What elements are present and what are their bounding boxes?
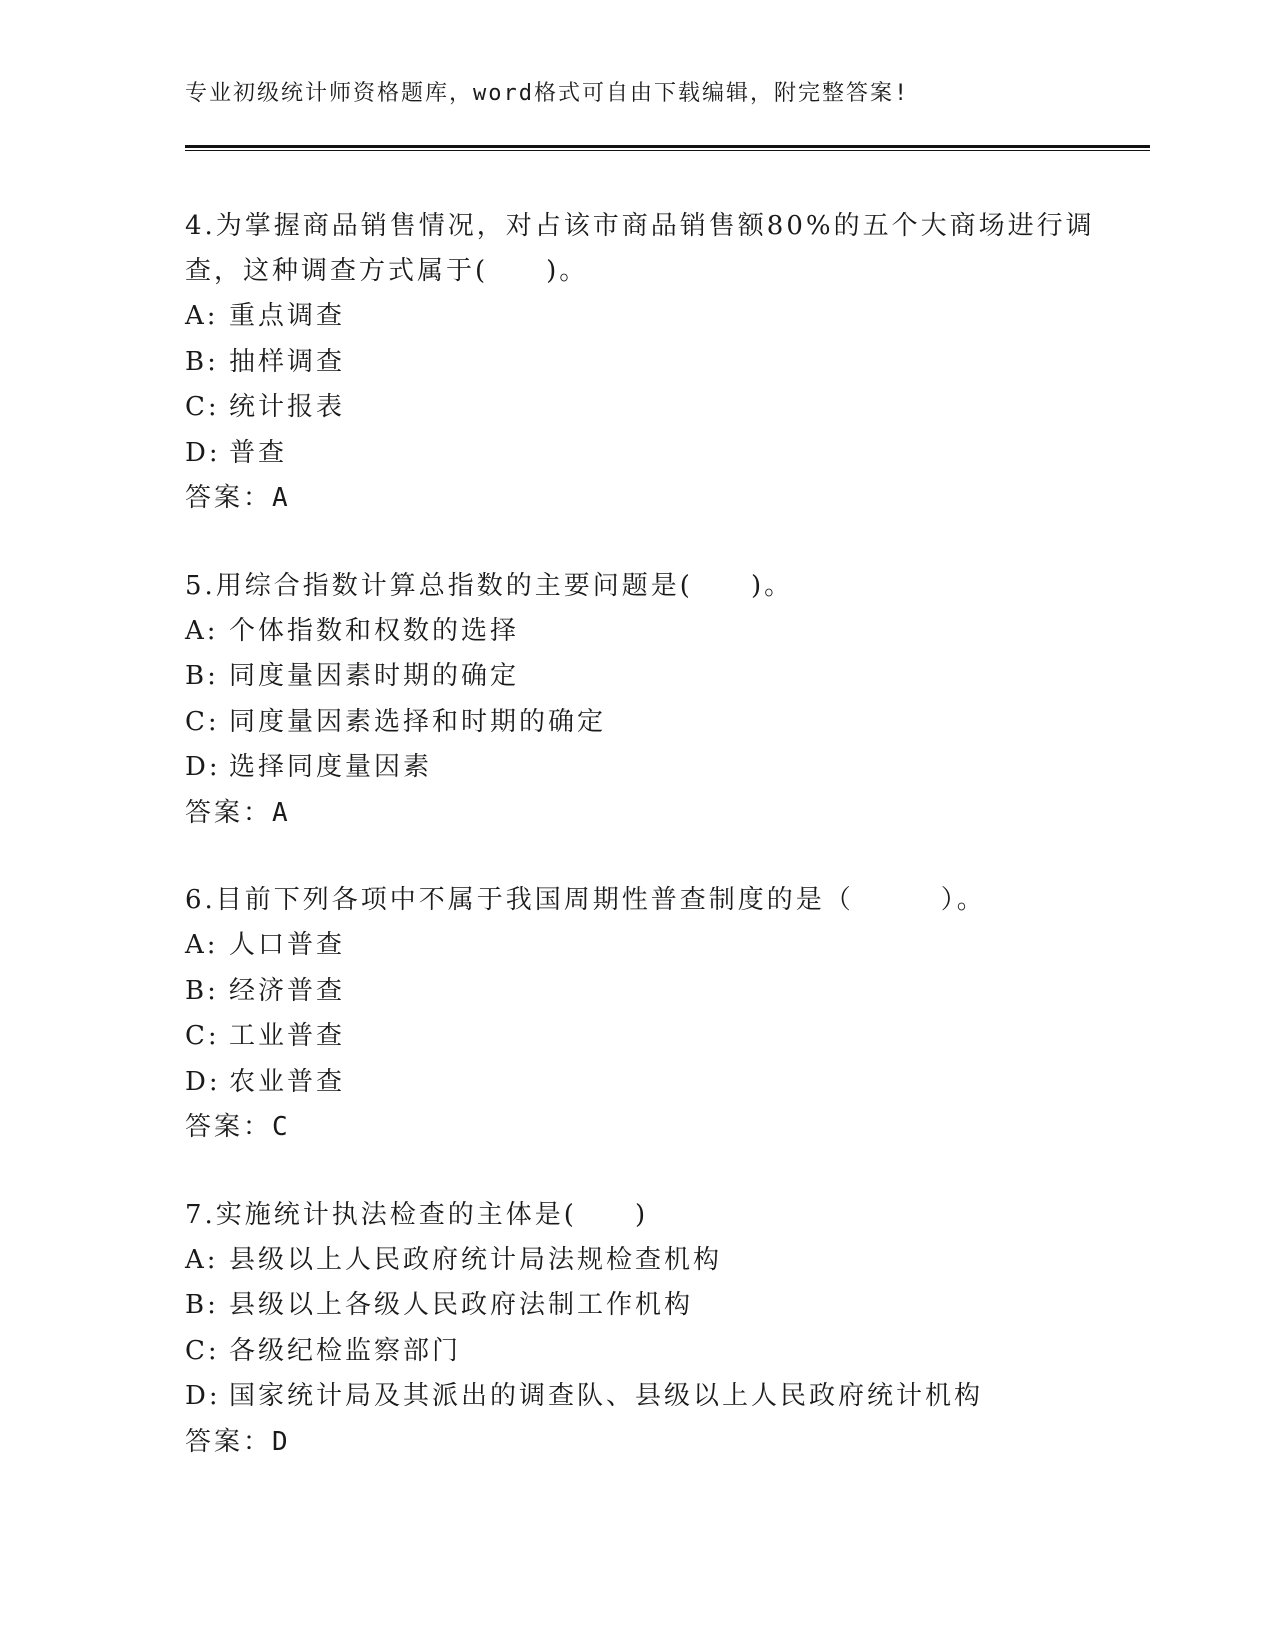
option-a: [185, 294, 1105, 340]
option-text: 同度量因素时期的确定: [229, 661, 520, 691]
answer-value: D: [272, 1426, 290, 1457]
option-text: 经济普查: [229, 975, 346, 1006]
answer-value: A: [272, 797, 290, 828]
option-letter: D:: [185, 437, 221, 468]
answer-label: 答案：: [185, 483, 273, 513]
option-letter: C:: [185, 392, 220, 422]
option-d: [185, 1060, 1105, 1106]
question-stem: 6.目前下列各项中不属于我国周期性普查制度的是（ ）。: [185, 885, 986, 915]
question-4: [185, 204, 1105, 522]
option-d: [185, 745, 1105, 791]
option-a: [185, 1238, 1105, 1284]
option-text: 选择同度量因素: [229, 752, 433, 782]
answer-line: [185, 791, 1105, 837]
question-6: [185, 878, 1105, 1151]
option-letter: D:: [185, 1066, 221, 1097]
answer-label: 答案：: [185, 1112, 273, 1142]
option-text: 人口普查: [229, 930, 346, 960]
option-b: [185, 654, 1105, 700]
option-text: 县级以上人民政府统计局法规检查机构: [229, 1244, 723, 1275]
header-rule-thin: [185, 150, 1150, 151]
question-7: [185, 1193, 1105, 1466]
option-b: [185, 1283, 1105, 1329]
option-text: 农业普查: [229, 1066, 346, 1097]
question-stem: 4.为掌握商品销售情况，对占该市商品销售额80%的五个大商场进行调查，这种调查方式属于( )。: [185, 211, 1095, 286]
option-letter: B:: [185, 661, 219, 691]
question-stem: 5.用综合指数计算总指数的主要问题是( )。: [185, 570, 794, 601]
option-letter: C:: [185, 1021, 220, 1051]
option-b: [185, 969, 1105, 1015]
option-c: [185, 385, 1105, 431]
option-letter: A:: [185, 1244, 219, 1275]
option-d: [185, 1374, 1105, 1420]
answer-label: 答案：: [185, 797, 273, 828]
option-a: [185, 923, 1105, 969]
option-letter: A:: [185, 930, 219, 960]
option-text: 重点调查: [229, 301, 346, 331]
option-letter: B:: [185, 1290, 219, 1320]
answer-line: [185, 1105, 1105, 1151]
option-letter: B:: [185, 346, 219, 377]
option-a: [185, 609, 1105, 655]
header-rule-thick: [185, 145, 1150, 148]
option-text: 统计报表: [229, 392, 346, 422]
answer-value: A: [272, 483, 290, 513]
option-d: [185, 431, 1105, 477]
option-b: [185, 340, 1105, 386]
option-text: 县级以上各级人民政府法制工作机构: [229, 1290, 694, 1320]
answer-label: 答案：: [185, 1426, 273, 1457]
option-text: 工业普查: [229, 1021, 346, 1051]
option-letter: B:: [185, 975, 219, 1006]
option-letter: A:: [185, 301, 219, 331]
option-letter: A:: [185, 615, 219, 646]
option-c: [185, 1014, 1105, 1060]
option-text: 抽样调查: [229, 346, 346, 377]
question-5: [185, 564, 1105, 837]
option-text: 各级纪检监察部门: [229, 1335, 462, 1366]
answer-line: [185, 1420, 1105, 1466]
question-stem: 7.实施统计执法检查的主体是( ): [185, 1199, 649, 1230]
answer-line: [185, 476, 1105, 522]
question-list: [185, 204, 1105, 1465]
document-header: 专业初级统计师资格题库，word格式可自由下载编辑，附完整答案!: [185, 81, 910, 106]
option-text: 普查: [229, 437, 288, 468]
option-text: 同度量因素选择和时期的确定: [229, 706, 607, 737]
answer-value: C: [272, 1112, 290, 1142]
option-letter: D:: [185, 1381, 221, 1411]
option-letter: D:: [185, 752, 221, 782]
option-letter: C:: [185, 706, 220, 737]
option-letter: C:: [185, 1335, 220, 1366]
option-text: 个体指数和权数的选择: [229, 615, 520, 646]
option-c: [185, 700, 1105, 746]
option-c: [185, 1329, 1105, 1375]
option-text: 国家统计局及其派出的调查队、县级以上人民政府统计机构: [229, 1381, 984, 1411]
